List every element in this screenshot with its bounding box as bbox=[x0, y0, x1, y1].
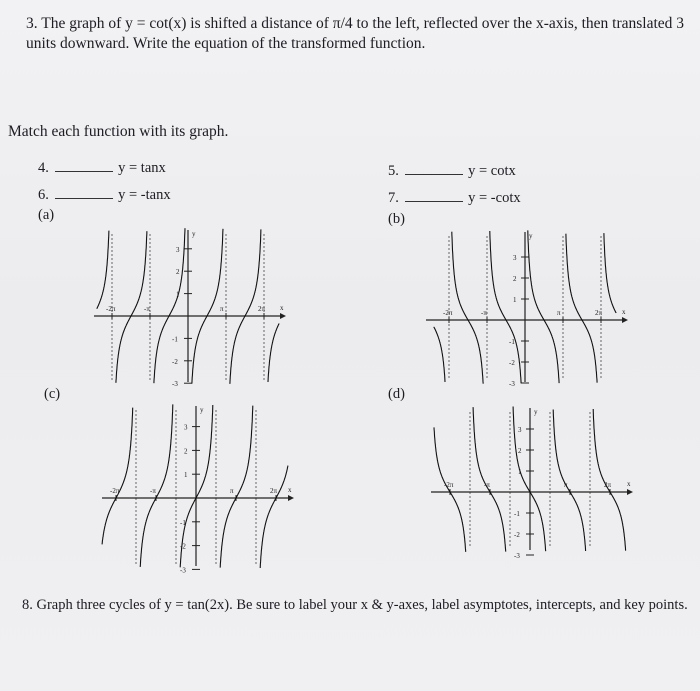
match-item-7 bbox=[388, 190, 521, 207]
x-axis-label: x bbox=[280, 304, 284, 312]
y-axis-label: y bbox=[200, 406, 204, 414]
y-tick-label: -2 bbox=[180, 542, 186, 551]
answer-blank[interactable] bbox=[55, 161, 113, 172]
y-axis-label: y bbox=[529, 232, 533, 240]
answer-blank[interactable] bbox=[405, 191, 463, 202]
function-curve bbox=[102, 404, 288, 568]
y-tick-label: 2 bbox=[513, 275, 517, 283]
graph-label-b: (b) bbox=[388, 211, 405, 227]
y-tick-label: 3 bbox=[518, 426, 522, 434]
item-number: 6. bbox=[38, 187, 49, 203]
x-tick-label: -2π bbox=[110, 487, 120, 495]
item-function: y = -cotx bbox=[468, 190, 521, 206]
item-number: 7. bbox=[388, 190, 399, 206]
y-tick-label: -3 bbox=[180, 566, 186, 575]
graph-label-c: (c) bbox=[44, 386, 61, 402]
graph-c bbox=[96, 402, 296, 575]
y-tick-label: 1 bbox=[176, 290, 180, 299]
x-tick-label: 2π bbox=[270, 487, 278, 495]
x-tick-label: -π bbox=[144, 305, 150, 313]
x-tick-label: 2π bbox=[595, 309, 603, 317]
y-axis-label: y bbox=[534, 408, 538, 416]
x-axis-arrow bbox=[280, 313, 286, 319]
x-axis-label: x bbox=[288, 486, 292, 494]
y-tick-label: 2 bbox=[518, 447, 522, 455]
graph-label-d: (d) bbox=[388, 386, 405, 402]
item-function: y = -tanx bbox=[118, 187, 171, 203]
y-tick-label: -2 bbox=[514, 531, 520, 539]
graph-d bbox=[425, 404, 635, 560]
answer-blank[interactable] bbox=[55, 188, 113, 199]
y-tick-label: 3 bbox=[176, 245, 180, 254]
x-axis-arrow bbox=[627, 489, 633, 495]
graph-label-a: (a) bbox=[38, 207, 55, 223]
y-tick-label: 3 bbox=[513, 254, 517, 262]
x-tick-label: 2π bbox=[604, 481, 612, 489]
x-tick-label: -2π bbox=[444, 481, 454, 489]
x-tick-label: 2π bbox=[258, 305, 266, 313]
match-item-5 bbox=[388, 163, 516, 180]
y-axis-label: y bbox=[192, 230, 196, 238]
x-axis-arrow bbox=[288, 495, 294, 501]
y-tick-label: 2 bbox=[176, 268, 180, 277]
x-tick-label: π bbox=[230, 487, 234, 495]
x-tick-label: -2π bbox=[106, 305, 116, 313]
item-function: y = tanx bbox=[118, 160, 166, 176]
y-tick-label: -1 bbox=[180, 518, 186, 527]
item-function: y = cotx bbox=[468, 163, 516, 179]
x-tick-label: -2π bbox=[443, 309, 453, 317]
answer-blank[interactable] bbox=[405, 164, 463, 175]
y-tick-label: -2 bbox=[172, 357, 178, 366]
y-tick-label: -3 bbox=[514, 552, 520, 560]
item-number: 4. bbox=[38, 160, 49, 176]
match-heading: Match each function with its graph. bbox=[8, 123, 229, 140]
y-tick-label: 3 bbox=[184, 423, 188, 432]
y-tick-label: -1 bbox=[514, 510, 520, 518]
x-axis-label: x bbox=[627, 480, 631, 488]
y-tick-label: -3 bbox=[172, 380, 178, 389]
x-tick-label: -π bbox=[150, 487, 156, 495]
x-axis-label: x bbox=[622, 308, 626, 316]
x-tick-label: π bbox=[557, 309, 561, 317]
question-8: 8. Graph three cycles of y = tan(2x). Be sure to label your x & y-axes, label asymptotes, intercepts, and key points. bbox=[22, 597, 688, 613]
y-tick-label: 1 bbox=[518, 468, 522, 476]
graph-a bbox=[88, 226, 288, 389]
match-item-4 bbox=[38, 160, 166, 177]
x-tick-label: -π bbox=[481, 309, 487, 317]
y-tick-label: -1 bbox=[172, 335, 178, 344]
graph-b bbox=[420, 228, 630, 386]
x-axis-arrow bbox=[622, 317, 628, 323]
y-tick-label: -1 bbox=[509, 338, 515, 346]
y-tick-label: -3 bbox=[509, 380, 515, 388]
x-tick-label: π bbox=[564, 481, 568, 489]
match-item-6 bbox=[38, 187, 171, 204]
y-tick-label: -2 bbox=[509, 359, 515, 367]
x-tick-label: π bbox=[220, 305, 224, 313]
x-tick-label: -π bbox=[484, 481, 490, 489]
y-tick-label: 2 bbox=[184, 447, 188, 456]
question-3: 3. The graph of y = cot(x) is shifted a distance of π/4 to the left, reflected over the x-axis, then translated 3 units downward. Write the equation of the transformed function. bbox=[26, 15, 685, 52]
y-tick-label: 1 bbox=[184, 471, 188, 480]
item-number: 5. bbox=[388, 163, 399, 179]
y-tick-label: 1 bbox=[513, 296, 517, 304]
